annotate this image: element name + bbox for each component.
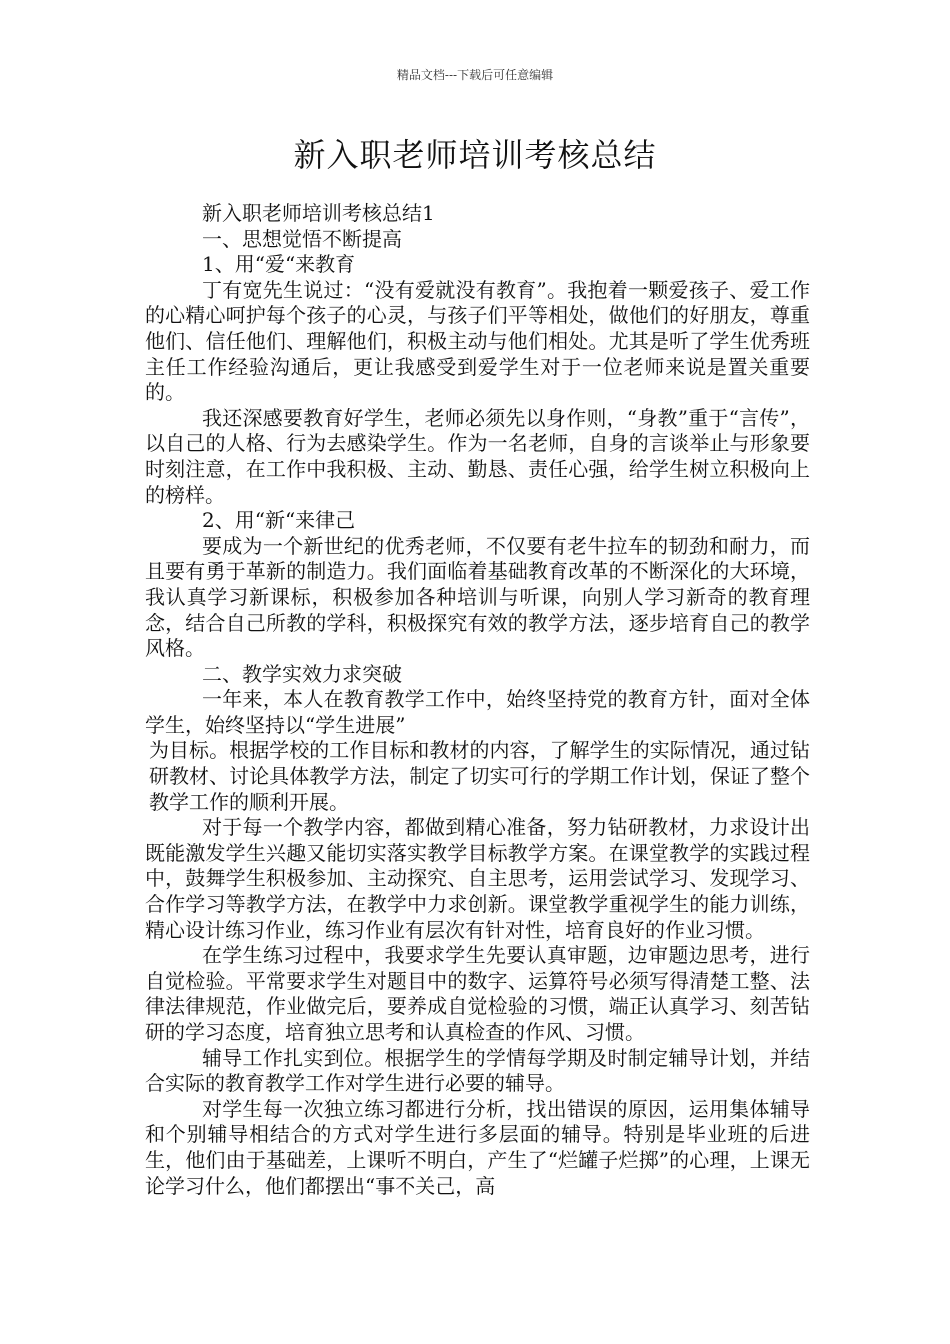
document-body bbox=[145, 201, 810, 1199]
paragraph: 对于每一个教学内容，都做到精心准备，努力钻研教材，力求设计出既能激发学生兴趣又能切实落实教学目标教学方案。在课堂教学的实践过程中，鼓舞学生积极参加、主动探究、自主思考，运用尝试学习、发现学习、合作学习等教学方法，在教学中力求创新。课堂教学重视学生的能力训练，精心设计练习作业，练习作业有层次有针对性，培育良好的作业习惯。 bbox=[145, 815, 810, 942]
subsection-heading: 1、用“爱“来教育 bbox=[202, 252, 356, 277]
paragraph: 要成为一个新世纪的优秀老师，不仅要有老牛拉车的韧劲和耐力，而且要有勇于革新的制造力。我们面临着基础教育改革的不断深化的大环境，我认真学习新课标，积极参加各种培训与听课，向别人学习新奇的教育理念，结合自己所教的学科，积极探究有效的教学方法，逐步培育自己的教学风格。 bbox=[145, 533, 810, 661]
paragraph: 辅导工作扎实到位。根据学生的学情每学期及时制定辅导计划，并结合实际的教育教学工作对学生进行必要的辅导。 bbox=[145, 1045, 810, 1096]
subsection-heading: 2、用“新“来律己 bbox=[202, 508, 356, 533]
paragraph: 为目标。根据学校的工作目标和教材的内容，了解学生的实际情况，通过钻研教材、讨论具体教学方法，制定了切实可行的学期工作计划，保证了整个教学工作的顺利开展。 bbox=[149, 738, 810, 814]
paragraph: 在学生练习过程中，我要求学生先要认真审题，边审题边思考，进行自觉检验。平常要求学生对题目中的数字、运算符号必须写得清楚工整、法律法律规范，作业做完后，要养成自觉检验的习惯，端正认真学习、刻苦钻研的学习态度，培育独立思考和认真检查的作风、习惯。 bbox=[145, 943, 810, 1044]
document-title: 新入职老师培训考核总结 bbox=[293, 136, 657, 174]
paragraph: 一年来，本人在教育教学工作中，始终坚持党的教育方针，面对全体学生，始终坚持以“学生进展” bbox=[145, 687, 810, 737]
paragraph: 丁有宽先生说过：“没有爱就没有教育”。我抱着一颗爱孩子、爱工作的心精心呵护每个孩子的心灵，与孩子们平等相处，做他们的好朋友，尊重他们、信任他们、理解他们，积极主动与他们相处。尤其是听了学生优秀班主任工作经验沟通后，更让我感受到爱学生对于一位老师来说是置关重要的。 bbox=[145, 277, 810, 405]
section-subtitle: 新入职老师培训考核总结1 bbox=[202, 201, 435, 225]
paragraph: 对学生每一次独立练习都进行分析，找出错误的原因，运用集体辅导和个别辅导相结合的方式对学生进行多层面的辅导。特别是毕业班的后进生，他们由于基础差，上课听不明白，产生了“烂罐子烂掷”的心理，上课无论学习什么，他们都摆出“事不关己，高 bbox=[145, 1096, 810, 1198]
header-note: 精品文档---下载后可任意编辑 bbox=[396, 68, 554, 82]
section-heading: 二、教学实效力求突破 bbox=[202, 661, 402, 686]
paragraph: 我还深感要教育好学生，老师必须先以身作则，“身教”重于“言传”，以自己的人格、行为去感染学生。作为一名老师，自身的言谈举止与形象要时刻注意，在工作中我积极、主动、勤恳、责任心强，给学生树立积极向上的榜样。 bbox=[145, 405, 810, 507]
section-heading: 一、思想觉悟不断提高 bbox=[202, 226, 402, 251]
